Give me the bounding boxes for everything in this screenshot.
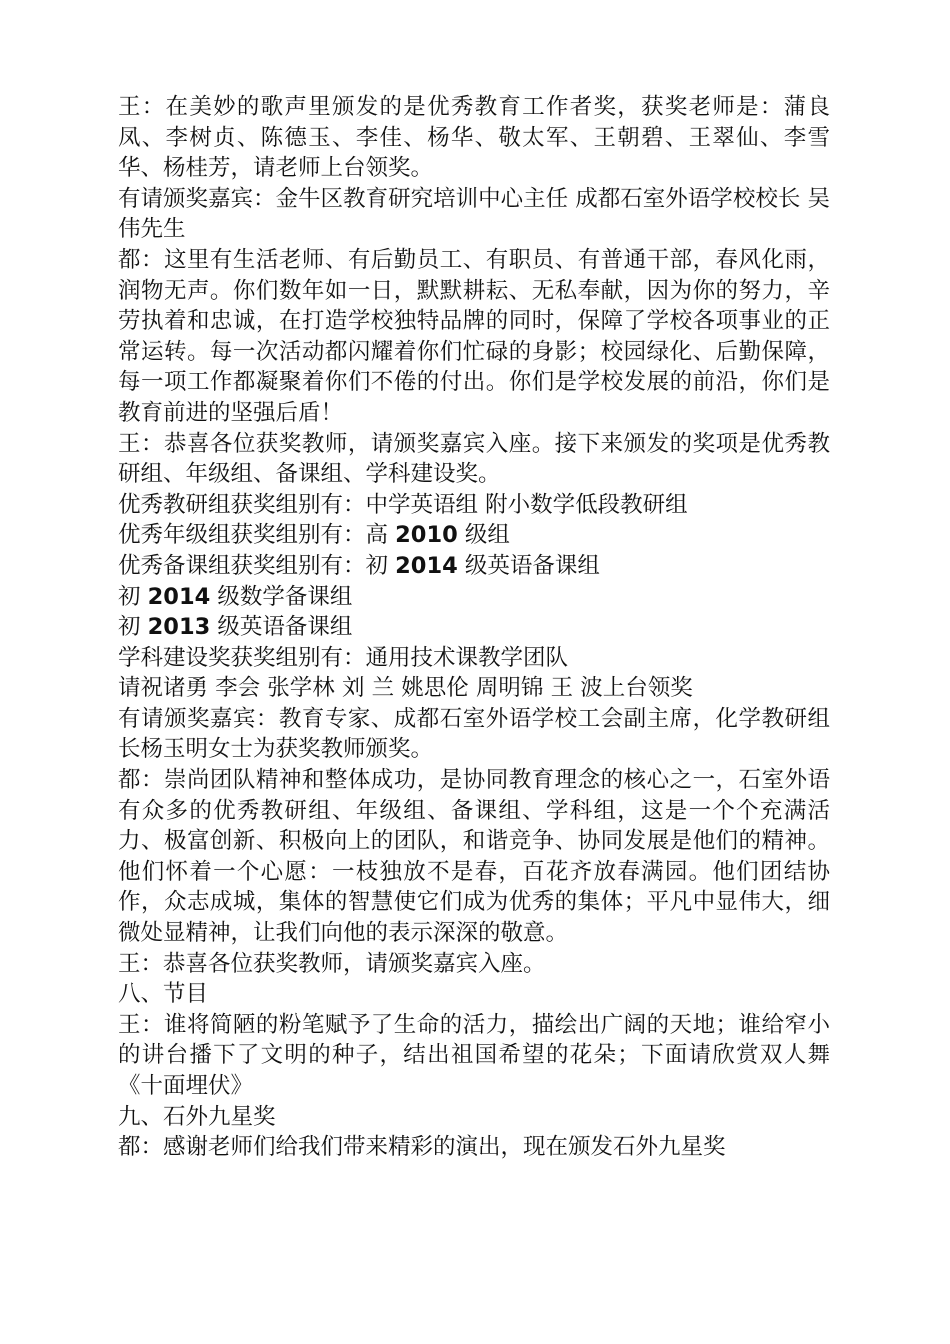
- text-segment: 初: [118, 614, 148, 641]
- text-segment: 级英语备课组: [457, 552, 600, 579]
- heading-section-9: 九、石外九星奖: [118, 1103, 276, 1130]
- text-segment: 级英语备课组: [210, 614, 353, 641]
- paragraph-invite-presenter-2: 有请颁奖嘉宾：教育专家、成都石室外语学校工会副主席，化学教研组长杨玉明女士为获奖教师颁奖。: [118, 705, 830, 763]
- text-segment: 级组: [457, 522, 510, 549]
- text-segment: 初: [118, 583, 148, 610]
- paragraph-congrats-2: 王：恭喜各位获奖教师，请颁奖嘉宾入座。: [118, 950, 546, 977]
- paragraph-lesson-groups: [118, 551, 830, 582]
- paragraph-team-spirit: 都：崇尚团队精神和整体成功，是协同教育理念的核心之一，石室外语有众多的优秀教研组、年级组、备课组、学科组，这是一个个充满活力、极富创新、积极向上的团队，和谐竞争、协同发展是他们的精神。他们怀着一个心愿：一枝独放不是春，百花齐放春满园。他们团结协作，众志成城，集体的智慧使它们成为优秀的集体；平凡中显伟大，细微处显精神，让我们向他的表示深深的敬意。: [118, 767, 830, 947]
- year-number: 2013: [147, 614, 211, 641]
- year-number: 2014: [147, 583, 211, 610]
- year-number: 2010: [395, 522, 458, 549]
- paragraph-research-groups: 优秀教研组获奖组别有：中学英语组 附小数学低段教研组: [118, 491, 688, 518]
- paragraph-congrats-1: 王：恭喜各位获奖教师，请颁奖嘉宾入座。接下来颁发的奖项是优秀教研组、年级组、备课组、学科建设奖。: [118, 430, 830, 488]
- paragraph-math-group: [118, 582, 830, 613]
- paragraph-nine-star-award: 都：感谢老师们给我们带来精彩的演出，现在颁发石外九星奖: [118, 1134, 726, 1161]
- text-segment: 级数学备课组: [210, 583, 353, 610]
- text-segment: 优秀备课组获奖组别有：初: [118, 552, 396, 579]
- heading-section-8: 八、节目: [118, 981, 209, 1008]
- text-segment: 优秀年级组获奖组别有：高: [118, 522, 396, 549]
- paragraph-dance-intro: 王：谁将简陋的粉笔赋予了生命的活力，描绘出广阔的天地；谁给窄小的讲台播下了文明的种子，结出祖国希望的花朵；下面请欣赏双人舞《十面埋伏》: [118, 1011, 830, 1099]
- paragraph-discipline-award: 学科建设奖获奖组别有：通用技术课教学团队: [118, 644, 569, 671]
- paragraph-award-educators: 王：在美妙的歌声里颁发的是优秀教育工作者奖，获奖老师是：蒲良凤、李树贞、陈德玉、李佳、杨华、敬太军、王朝碧、王翠仙、李雪华、杨桂芳，请老师上台领奖。: [118, 94, 830, 182]
- year-number: 2014: [395, 552, 458, 579]
- paragraph-invite-winners: 请祝诸勇 李会 张学林 刘 兰 姚思伦 周明锦 王 波上台领奖: [118, 675, 693, 702]
- document-page: [118, 92, 830, 1163]
- paragraph-invite-presenter-1: 有请颁奖嘉宾：金牛区教育研究培训中心主任 成都石室外语学校校长 吴伟先生: [118, 185, 830, 243]
- paragraph-grade-groups: [118, 520, 830, 551]
- paragraph-english-group: [118, 612, 830, 643]
- paragraph-support-staff: 都：这里有生活老师、有后勤员工、有职员、有普通干部，春风化雨，润物无声。你们数年如一日，默默耕耘、无私奉献，因为你的努力，辛劳执着和忠诚，在打造学校独特品牌的同时，保障了学校各项事业的正常运转。每一次活动都闪耀着你们忙碌的身影；校园绿化、后勤保障，每一项工作都凝聚着你们不倦的付出。你们是学校发展的前沿，你们是教育前进的坚强后盾！: [118, 246, 830, 426]
